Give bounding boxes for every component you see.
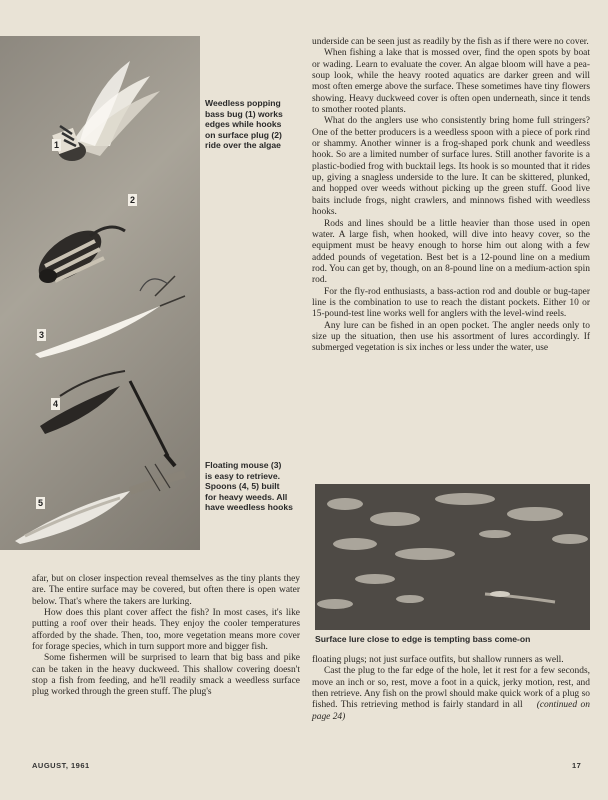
paragraph: When fishing a lake that is mossed over, find the open spots by boat or wading. Learn to evaluate the cover. An algae bloom will have a pea-soup look, while the heavy rooted aquatics are darker green and will most often emerge above the surface. These sometimes have tiny flowers showing. Heavy duckweed cover is often open underneath, since it tends to smother rooted plants. — [312, 48, 590, 116]
paragraph: Any lure can be fished in an open pocket. The angler needs only to size up the situation, then use his assortment of lures accordingly. If submerged vegetation is six inches or less under the water, use — [312, 320, 590, 354]
lure-number-1: 1 — [53, 140, 59, 150]
right-column-text-top — [312, 37, 590, 355]
issue-date: AUGUST, 1961 — [32, 761, 90, 770]
paragraph: underside can be seen just as readily by the fish as if there were no cover. — [312, 37, 589, 47]
caption-line: bass bug (1) works — [205, 108, 283, 119]
caption-line: edges while hooks — [205, 119, 282, 130]
paragraph: What do the anglers use who consistently bring home full stringers? One of the better producers is a weedless spoon with a piece of pork rind or shammy. Another winner is a frog-shaped pork chunk and weedless hook. So are a limited number of surface lures. Still another favorite is a plastic-bodied frog with bucktail legs. Its hook is so mounted that it rides up, giving a snagless underside to the lure. It can be skittered, plunked, and hopped over weeds without picking up the green stuff. Good live baits include frogs, night crawlers, and minnows fished with weedless hooks. — [312, 116, 590, 218]
lure-number-5: 5 — [37, 498, 43, 508]
paragraph: Cast the plug to the far edge of the hole, let it rest for a few seconds, move an inch or so, rest, move a foot in a quick, jerky motion, rest, and then retrieve. Any fish on the prowl should make quick work of a plug so fished. This retrieving method is fairly standard in all (continued on page 24) — [312, 666, 590, 722]
right-column-text-bottom — [312, 655, 590, 723]
caption-line: have weedless hooks — [205, 502, 293, 513]
paragraph: For the fly-rod enthusiasts, a bass-action rod and double or bug-taper line is the combination to use to reach the distant pockets. Either 10 or 15-pound-test line works well for anglers with the level-wind reels. — [312, 286, 590, 320]
caption-top — [205, 98, 283, 151]
caption-line: on surface plug (2) — [205, 129, 282, 140]
caption-line: Floating mouse (3) — [205, 460, 282, 470]
caption-line: for heavy weeds. All — [205, 491, 288, 502]
paragraph: floating plugs; not just surface outfits, but shallow runners as well. — [312, 655, 564, 665]
surface-lure-photo — [315, 484, 590, 630]
paragraph: How does this plant cover affect the fish? In most cases, it's like putting a roof over their heads. They enjoy the cooler temperatures afforded by the shade. Then, too, more vegetation means more cover for forage species, which in turn support more and bigger fish. — [32, 608, 300, 653]
caption-line: Weedless popping — [205, 98, 281, 108]
lure-number-3: 3 — [38, 330, 44, 340]
page-number: 17 — [572, 761, 582, 770]
paragraph: afar, but on closer inspection reveal themselves as the tiny plants they are. The entire surface may be covered, but often there is open water below. That's where the takers are lurking. — [32, 574, 300, 607]
continued-note: (continued on page 24) — [312, 700, 590, 722]
weedless-spoon-lure — [40, 371, 175, 466]
frog-plug-lure — [30, 221, 125, 292]
caption-line: Spoons (4, 5) built — [205, 481, 280, 492]
floating-mouse-lure — [35, 276, 185, 358]
caption-line: ride over the algae — [205, 140, 281, 151]
lure-number-4: 4 — [52, 399, 58, 409]
lure-number-2: 2 — [129, 195, 135, 205]
left-column-text — [32, 574, 300, 699]
paragraph: Some fishermen will be surprised to learn that big bass and pike can be taken in the heavy duckweed. This shallow covering doesn't stop a fish from feeding, and he'll readily smack a weedless surface plug worked through the green stuff. The plug's — [32, 653, 300, 698]
caption-bottom — [205, 460, 293, 513]
lures-photo — [0, 36, 200, 550]
popping-bug-lure — [52, 61, 160, 161]
caption-line: is easy to retrieve. — [205, 470, 281, 481]
paragraph: Rods and lines should be a little heavier than those used in open water. A large fish, when hooked, will dive into heavy cover, so the equipment must be heavy enough to horse him out along with a few added pounds of vegetation. Best bet is a 12-pound line on a medium rod. You can get by, though, on an 8-pound line on a medium-action spin rod. — [312, 218, 590, 286]
photo-caption: Surface lure close to edge is tempting bass come-on — [315, 634, 531, 644]
